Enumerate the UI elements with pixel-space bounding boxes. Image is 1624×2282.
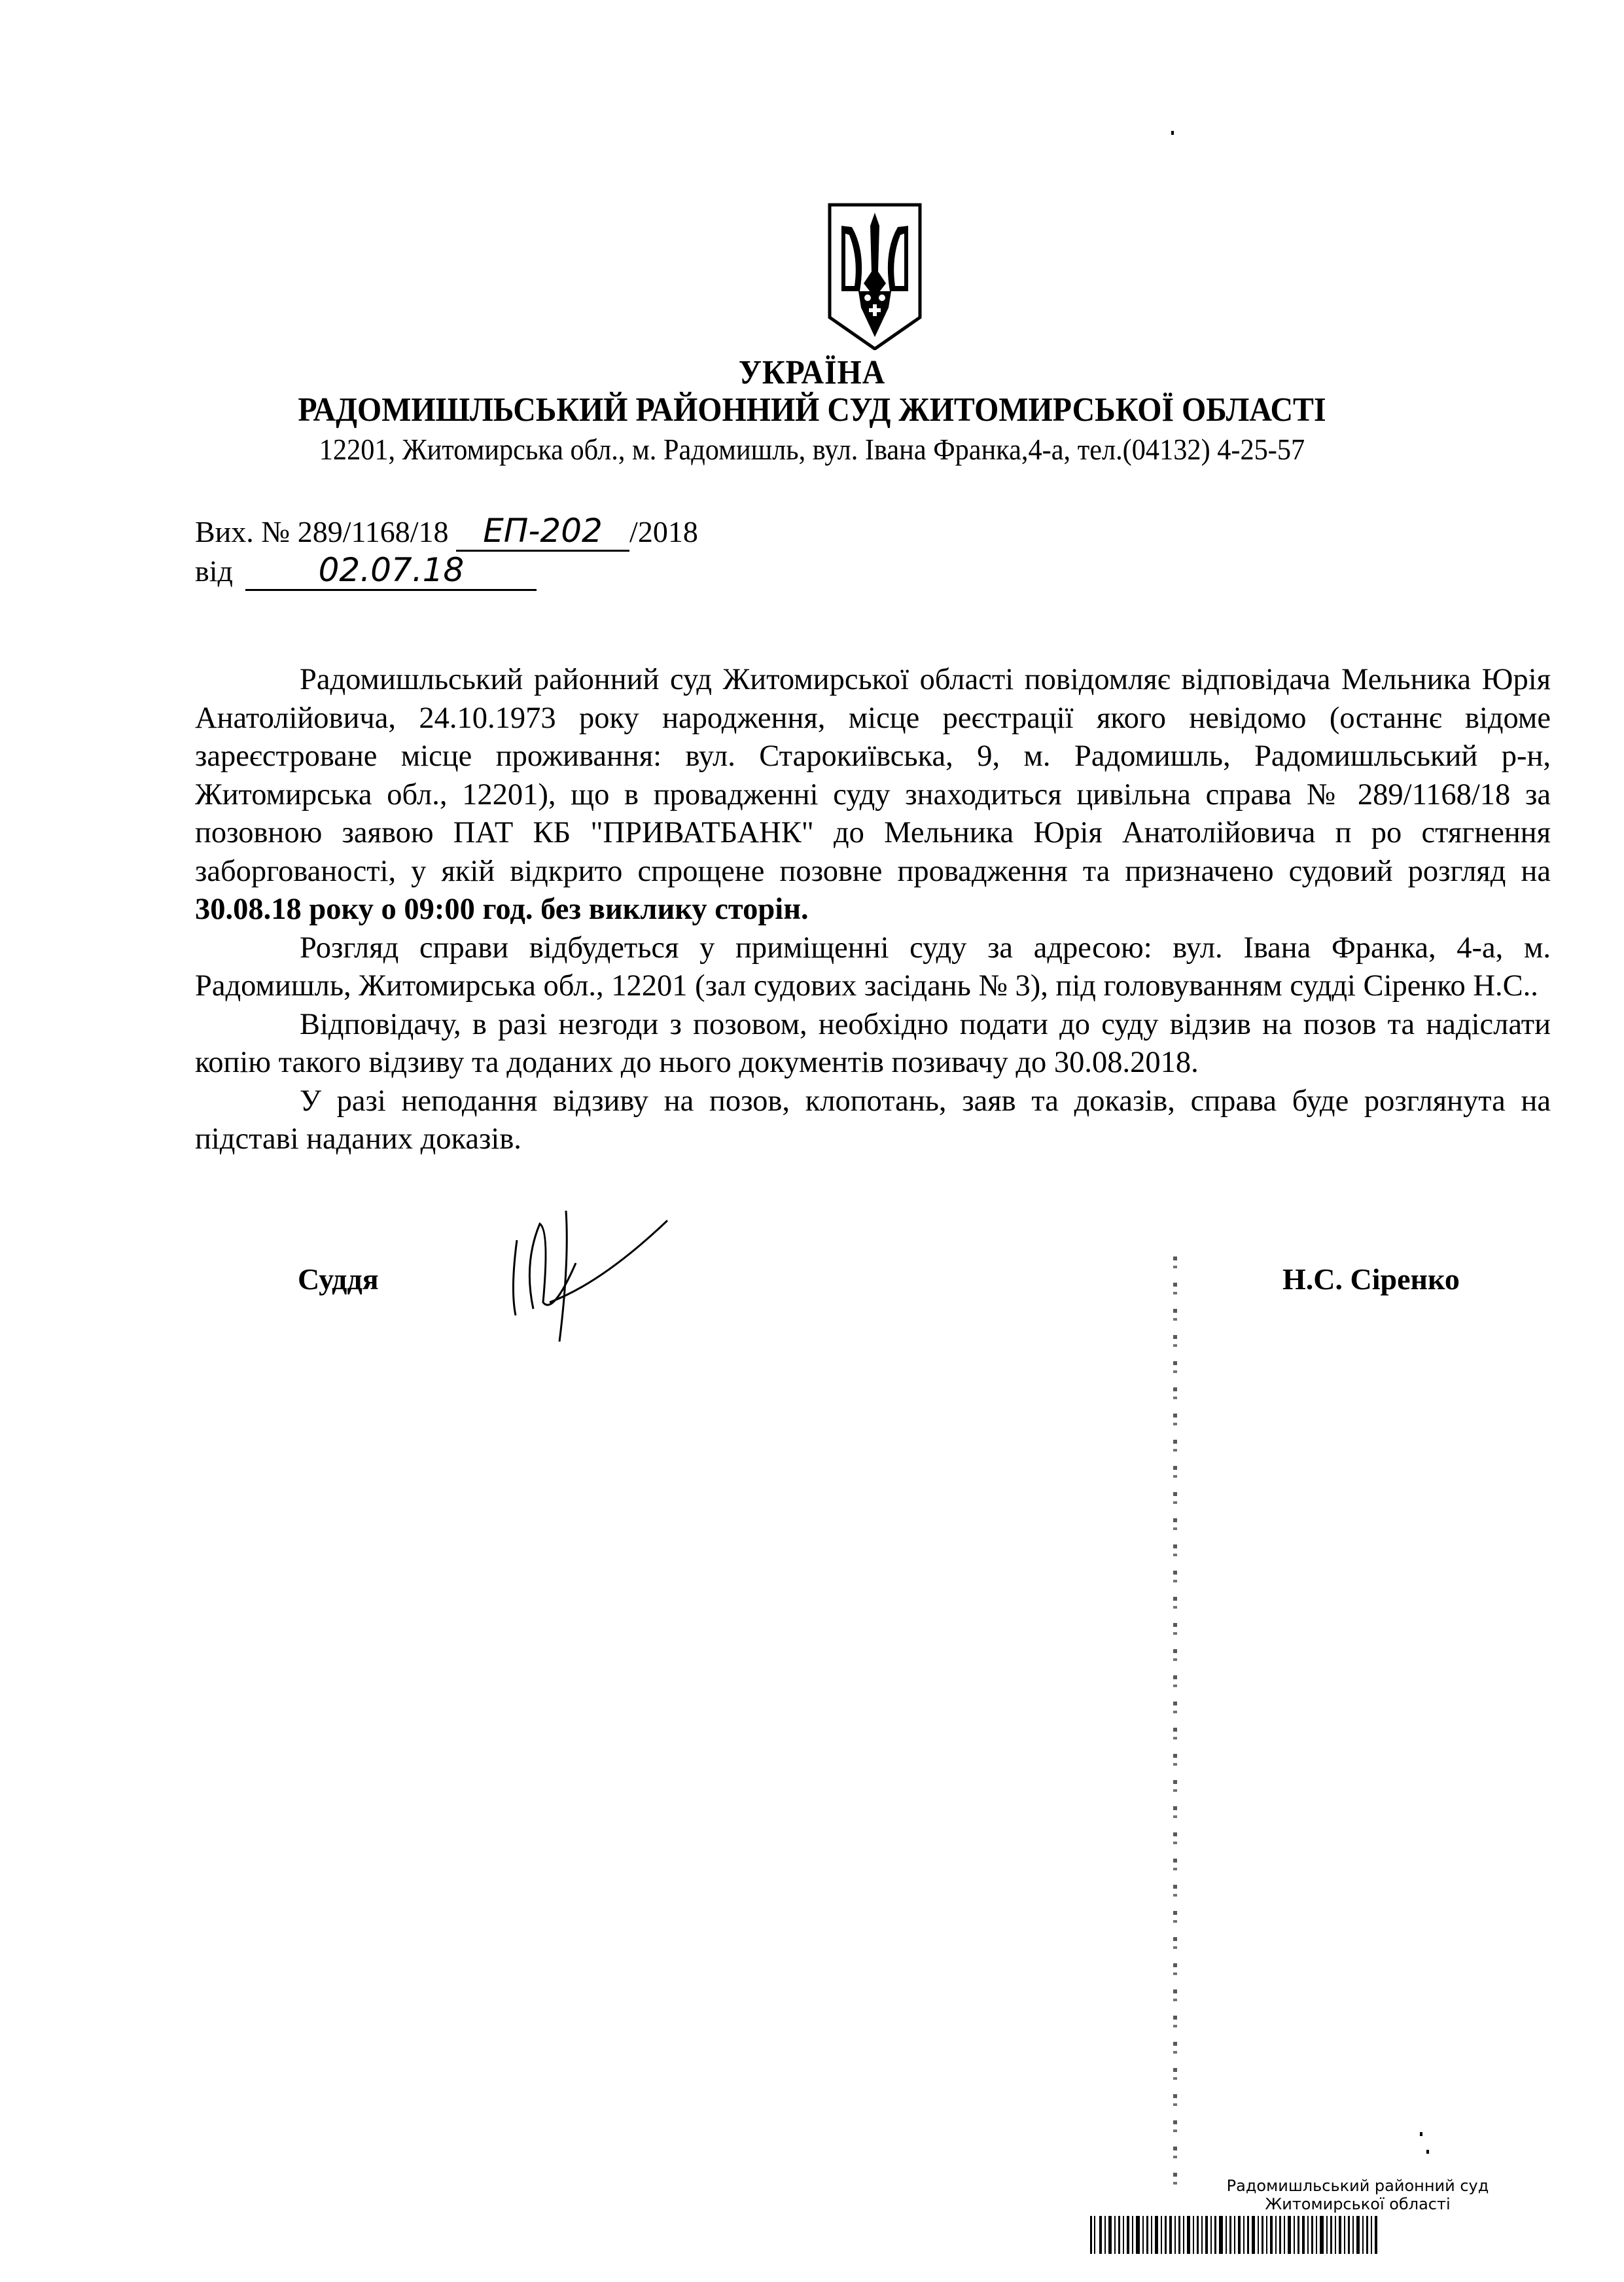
paragraph-response-instructions: Відповідачу, в разі незгоди з позовом, необхідно подати до суду відзив на позов та надіслати копію такого відзиву та доданих до нього документів позивачу до 30.08.2018. [195,1007,1551,1079]
paragraph-consequence: У разі неподання відзиву на позов, клопотань, заяв та доказів, справа буде розглянута на підставі наданих доказів. [195,1084,1551,1156]
outgoing-number-suffix: /2018 [629,515,698,548]
handwritten-signature-icon [504,1211,680,1342]
outgoing-date [195,551,537,591]
outgoing-number-prefix: Вих. № 289/1168/18 [195,515,449,548]
outgoing-date-handwritten: 02.07.18 [245,551,537,591]
court-stamp [1174,2177,1541,2213]
outgoing-number-handwritten: ЕП-202 [456,512,629,552]
paragraph-notice [195,661,1551,929]
court-address: 12201, Житомирська обл., м. Радомишль, вул. Івана Франка,4-а, тел.(04132) 4-25-57 [319,433,1305,466]
scan-speck [1420,2132,1422,2136]
stamp-line-1: Радомишльський районний суд [1226,2177,1489,2195]
notice-body [195,661,1551,1159]
scan-speck [1426,2150,1429,2154]
judge-name: Н.С. Сіренко [1282,1262,1460,1296]
court-name: РАДОМИШЛЬСЬКИЙ РАЙОННИЙ СУД ЖИТОМИРСЬКОЇ ОБЛАСТІ [298,391,1326,429]
stamp-line-2: Житомирської області [1265,2195,1451,2213]
scan-speck [1171,131,1174,135]
country-title: УКРАЇНА [738,354,886,391]
signature-label: Суддя [298,1262,379,1296]
hearing-date-bold: 30.08.18 року о 09:00 год. без виклику сторін. [195,893,809,926]
barcode-icon [1090,2216,1378,2254]
paragraph-notice-text: Радомишльський районний суд Житомирської області повідомляє відповідача Мельника Юрія Анатолійовича, 24.10.1973 року народження, місце реєстрації якого невідомо (останнє відоме зареєстроване місце проживання: вул. Старокиївська, 9, м. Радомишль, Радомишльський р-н, Житомирська обл., 12201), що в провадженні суду знаходиться цивільна справа № 289/1168/18 за позовною заявою ПАТ КБ "ПРИВАТБАНК" до Мельника Юрія Анатолійовича п ро стягнення заборгованості, у якій відкрито спрощене позовне провадження та призначено судовий розгляд на [195,663,1551,888]
scan-artifact-line [1173,1257,1177,2199]
outgoing-number [195,512,698,552]
paragraph-hearing-location: Розгляд справи відбудеться у приміщенні суду за адресою: вул. Івана Франка, 4-а, м. Радомишль, Житомирська обл., 12201 (зал судових засідань № 3), під головуванням судді Сіренко Н.С.. [195,931,1551,1003]
ukraine-coat-of-arms-icon [826,200,924,350]
outgoing-date-label: від [195,554,233,588]
